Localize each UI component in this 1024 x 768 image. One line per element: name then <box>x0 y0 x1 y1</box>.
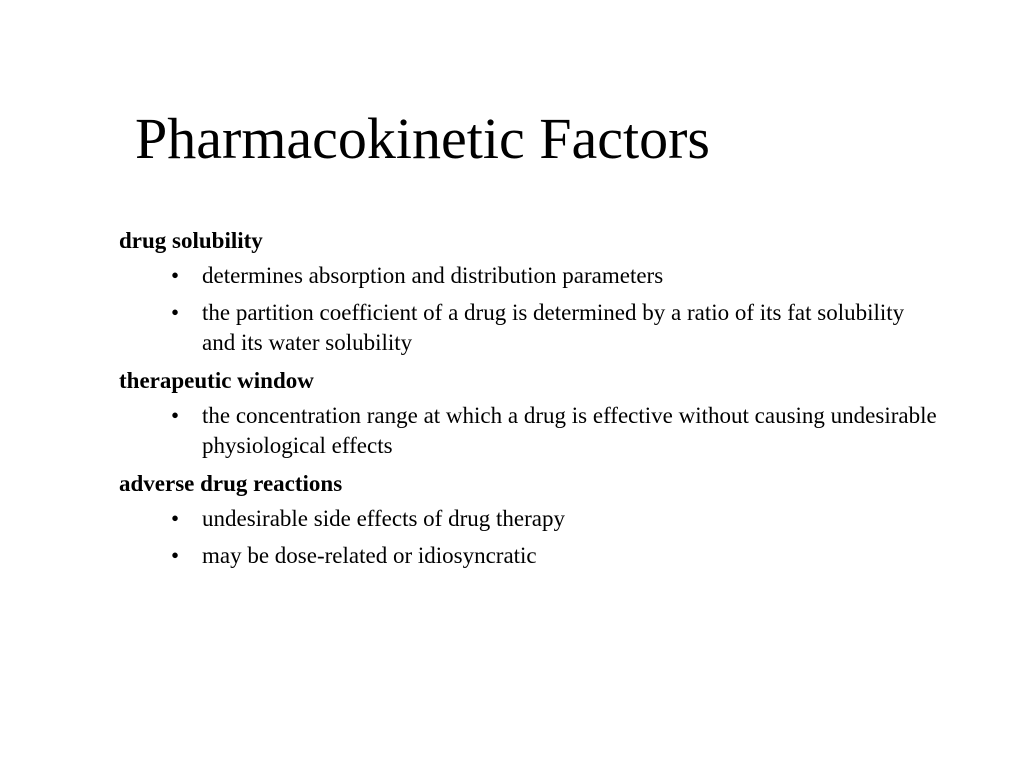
bullet-item <box>119 298 939 358</box>
bullet-icon: • <box>171 300 180 325</box>
bullet-icon: • <box>171 403 180 428</box>
bullet-text: may be dose-related or idiosyncratic <box>202 543 537 568</box>
bullet-text: determines absorption and distribution parameters <box>202 263 664 288</box>
section-heading-therapeutic-window: therapeutic window <box>119 368 314 393</box>
section-heading-drug-solubility: drug solubility <box>119 228 263 253</box>
bullet-text: undesirable side effects of drug therapy <box>202 506 565 531</box>
bullet-text: the concentration range at which a drug is effective without causing undesirable physiological effects <box>202 403 937 458</box>
bullet-item <box>119 261 939 291</box>
slide-title: Pharmacokinetic Factors <box>135 106 710 171</box>
bullet-text: the partition coefficient of a drug is determined by a ratio of its fat solubility and its water solubility <box>202 300 905 355</box>
bullet-icon: • <box>171 543 180 568</box>
bullet-icon: • <box>171 506 180 531</box>
bullet-list-drug-solubility <box>119 261 939 358</box>
bullet-list-adverse-drug-reactions <box>119 504 939 571</box>
bullet-list-therapeutic-window <box>119 401 939 461</box>
section-heading-adverse-drug-reactions: adverse drug reactions <box>119 471 343 496</box>
slide-content <box>119 225 939 578</box>
bullet-icon: • <box>171 263 180 288</box>
bullet-item <box>119 541 939 571</box>
bullet-item <box>119 504 939 534</box>
bullet-item <box>119 401 939 461</box>
